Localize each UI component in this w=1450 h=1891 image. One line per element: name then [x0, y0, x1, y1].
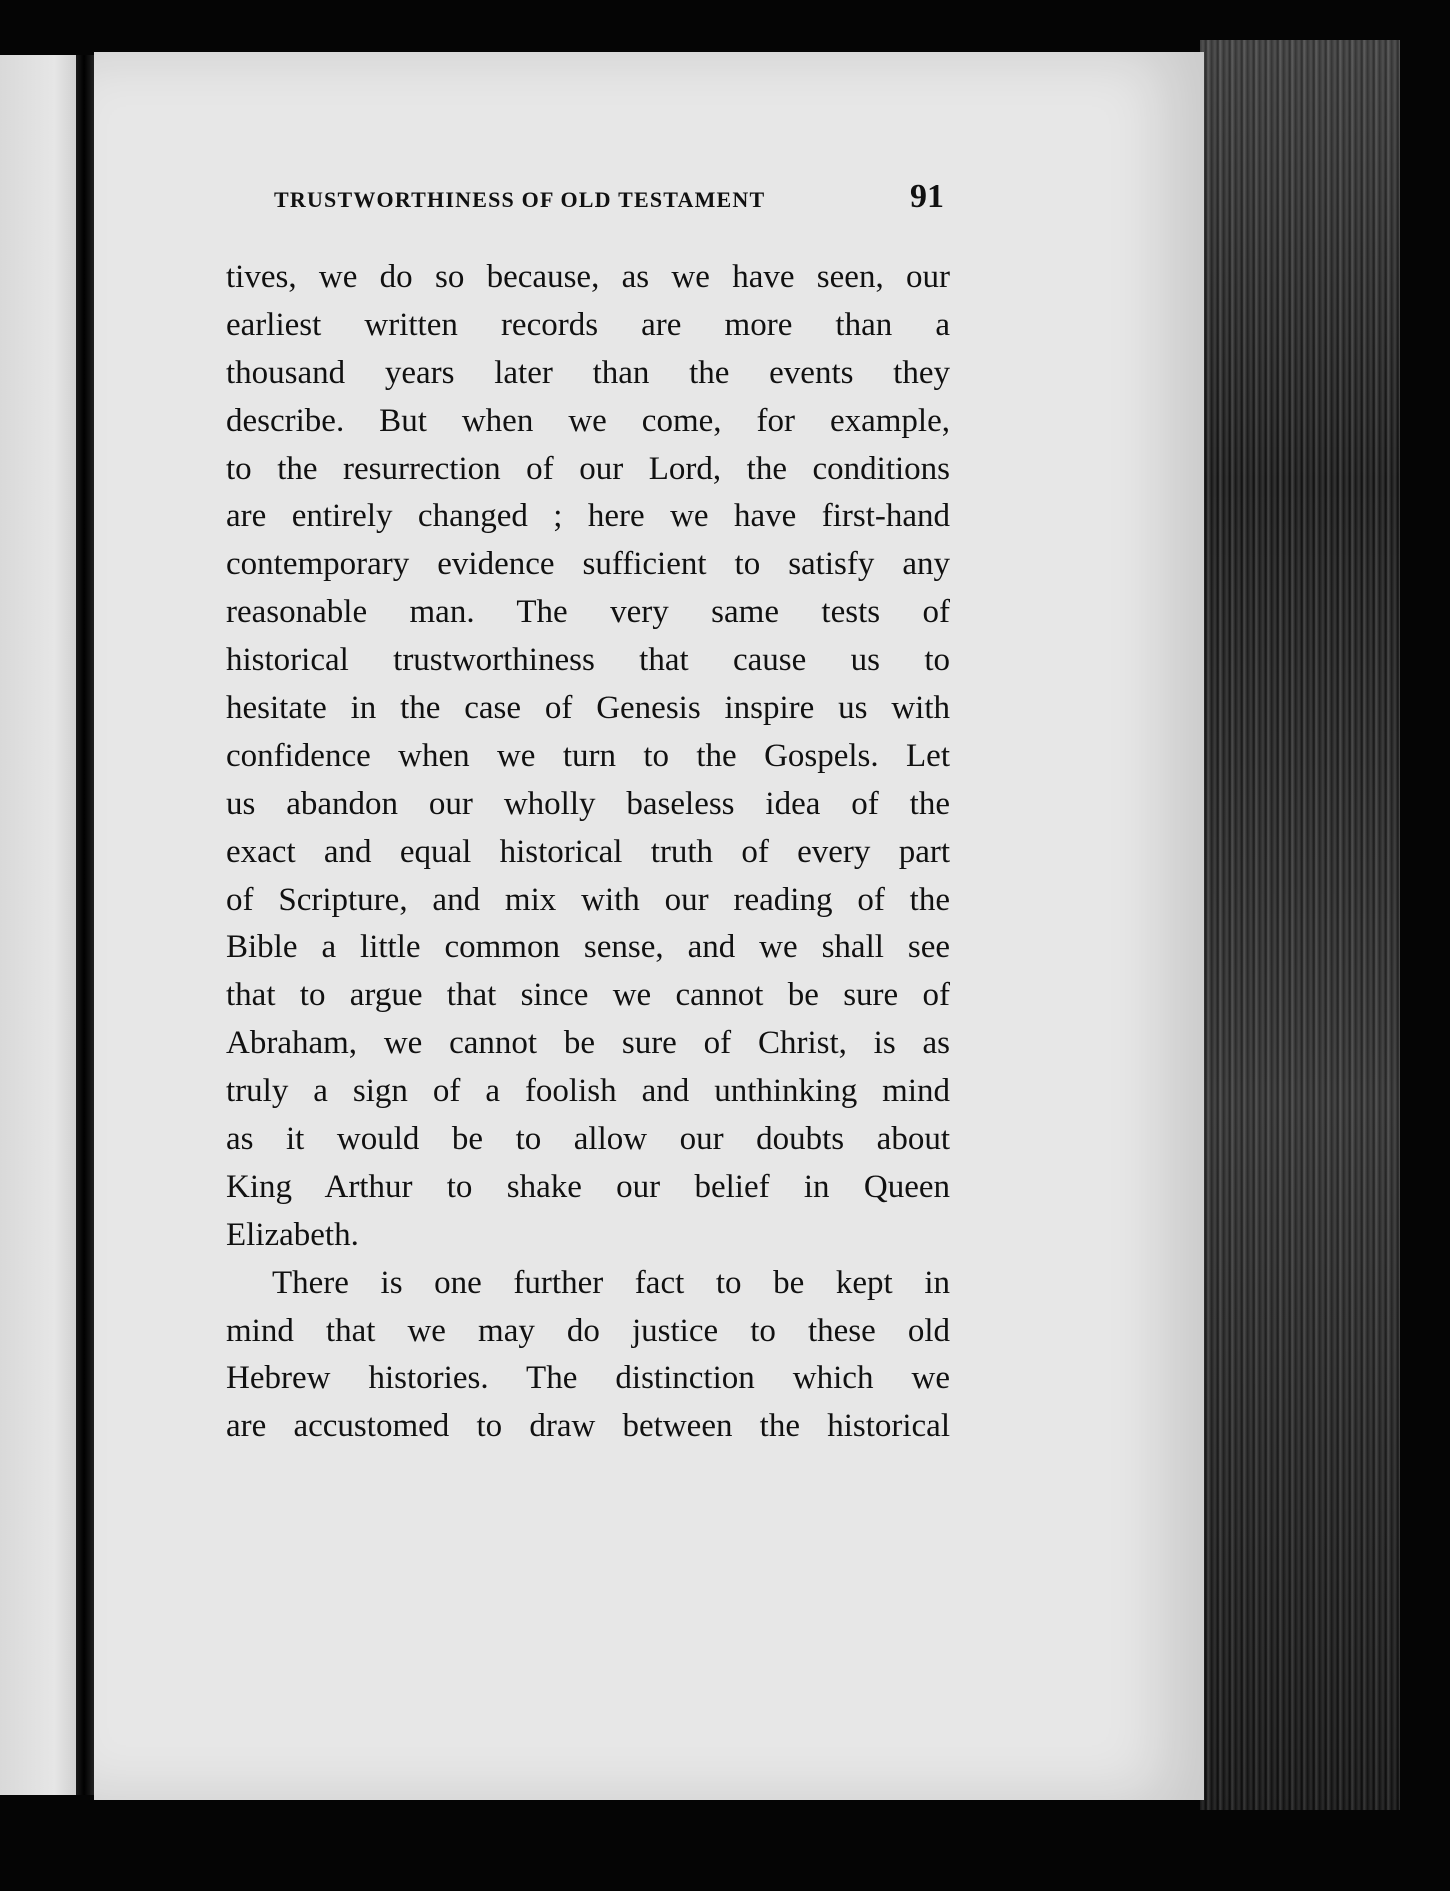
text-line: to the resurrection of our Lord, the conditions	[226, 450, 950, 487]
page-block-edges	[1200, 40, 1400, 1810]
text-line: Hebrew histories. The distinction which we	[226, 1360, 950, 1397]
text-line: are entirely changed ; here we have first-hand	[226, 498, 950, 535]
text-line: historical trustworthiness that cause us to	[226, 642, 950, 679]
text-line: exact and equal historical truth of every part	[226, 833, 950, 870]
text-line: that to argue that since we cannot be sure of	[226, 977, 950, 1014]
text-line: of Scripture, and mix with our reading of the	[226, 881, 950, 918]
paragraph-end-line: Elizabeth.	[226, 1216, 359, 1253]
text-line: contemporary evidence sufficient to satisfy any	[226, 546, 950, 583]
text-line: reasonable man. The very same tests of	[226, 594, 950, 631]
text-line: us abandon our wholly baseless idea of the	[226, 785, 950, 822]
running-header	[274, 178, 944, 216]
page-number: 91	[910, 178, 944, 215]
body-text	[226, 254, 950, 1451]
text-line: confidence when we turn to the Gospels. Let	[226, 737, 950, 774]
text-line: describe. But when we come, for example,	[226, 402, 950, 439]
text-line: tives, we do so because, as we have seen, our	[226, 259, 950, 295]
text-line: thousand years later than the events they	[226, 354, 950, 391]
running-title: TRUSTWORTHINESS OF OLD TESTAMENT	[274, 187, 766, 212]
text-line: as it would be to allow our doubts about	[226, 1121, 950, 1158]
text-line: truly a sign of a foolish and unthinking mind	[226, 1073, 950, 1110]
text-line: Abraham, we cannot be sure of Christ, is as	[226, 1025, 950, 1062]
text-line: earliest written records are more than a	[226, 306, 950, 343]
text-line: hesitate in the case of Genesis inspire us with	[226, 690, 950, 727]
text-line: are accustomed to draw between the historical	[226, 1408, 950, 1445]
book-gutter	[76, 55, 94, 1795]
paragraph-start-line: There is one further fact to be kept in	[272, 1264, 950, 1301]
text-line: mind that we may do justice to these old	[226, 1312, 950, 1349]
text-line: Bible a little common sense, and we shall see	[226, 929, 950, 966]
text-line: King Arthur to shake our belief in Queen	[226, 1168, 950, 1205]
facing-page-edge	[0, 55, 78, 1795]
